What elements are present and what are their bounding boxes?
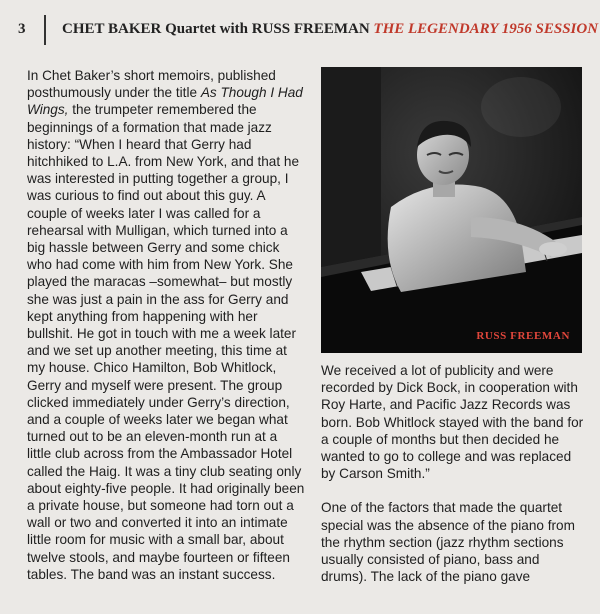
photo-caption: RUSS FREEMAN	[476, 330, 570, 342]
right-paragraph-2: One of the factors that made the quartet special was the absence of the piano from the rhythm section (jazz rhythm sections usually consisted of piano, bass and drums). The lack of the piano gave	[321, 500, 575, 585]
page-number: 3	[18, 21, 26, 37]
page-header	[0, 15, 600, 45]
running-title-accent: THE LEGENDARY 1956 SESSION	[373, 21, 599, 37]
intro-text: In Chet Baker’s short memoirs, published posthumously under the title	[27, 68, 276, 101]
left-column-text	[27, 67, 305, 583]
running-title-main: CHET BAKER Quartet with RUSS FREEMAN	[62, 21, 370, 37]
photo-russ-freeman	[321, 67, 582, 353]
right-column-text	[321, 362, 589, 602]
book-title: As Though I Had Wings,	[27, 85, 303, 118]
pianist-photo-illustration	[321, 67, 582, 353]
left-paragraph	[27, 67, 305, 583]
right-paragraph-1: We received a lot of publicity and were recorded by Dick Bock, in cooperation with Roy Harte, and Pacific Jazz Records was born. Bob Whitlock stayed with the band for a couple of months but then decided he wanted to go to college and was replaced by Carson Smith.”	[321, 363, 584, 482]
running-title	[62, 21, 598, 38]
quote-text: the trumpeter remembered the beginnings of a formation that made jazz history: “When I heard that Gerry had hitchhiked to L.A. from New York, and that he was interested in putting together a group, I was curious to find out about this guy. A couple of weeks later I was called for a rehearsal with Mulligan, which turned into a big hassle between Gerry and some chick who had come with him from New York. She played the maracas –somewhat– but mostly she was just a pain in the ass for Gerry and kept anything from happening with her bullshit. He got in touch with me a week later and we set up another meeting, this time at my house. Chico Hamilton, Bob Whitlock, Gerry and myself were present. The group clicked immediately under Gerry’s direction, and a couple of weeks later we began what turned out to be an eleven-month run at a little club across from the Ambassador Hotel called the Haig. It was a tiny club seating only about eighty-five people. It had originally been a private house, but someone had torn out a wall or two and converted it into an intimate little room for music with a small bar, about twelve stools, and maybe fourteen or fifteen tables. The band was an instant success.	[27, 102, 305, 582]
header-divider	[44, 15, 46, 45]
